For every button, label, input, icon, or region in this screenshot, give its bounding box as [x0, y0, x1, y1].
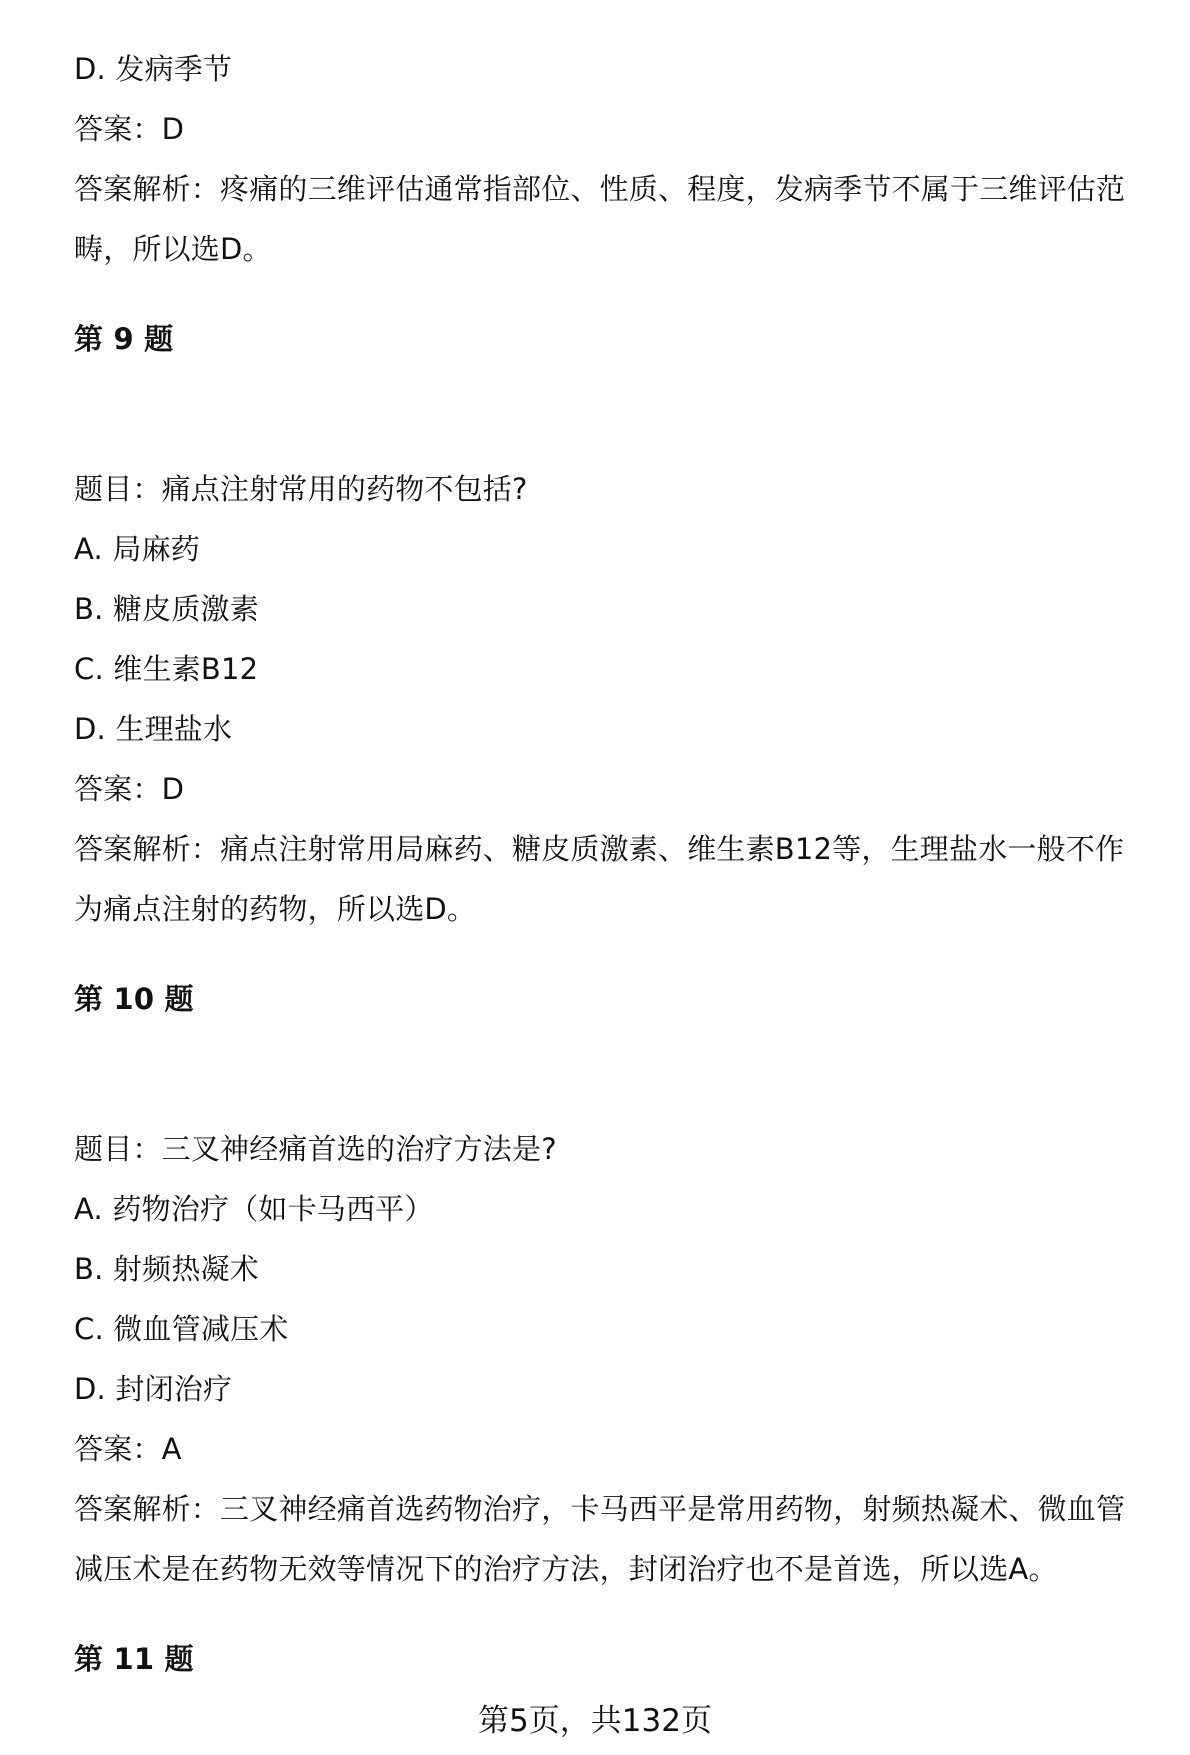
q10-heading: 第 10 题: [74, 982, 194, 1016]
q9-option-d: D. 生理盐水: [74, 712, 233, 746]
q8-answer: 答案：D: [74, 112, 185, 146]
q10-option-a: A. 药物治疗（如卡马西平）: [74, 1192, 434, 1226]
q9-analysis-line-2: 为痛点注射的药物，所以选D。: [74, 892, 477, 926]
q11-heading: 第 11 题: [74, 1642, 194, 1676]
q10-option-b: B. 射频热凝术: [74, 1252, 259, 1286]
q8-analysis-line-2: 畴，所以选D。: [74, 232, 272, 266]
page-number: 第5页，共132页: [478, 1703, 712, 1739]
q8-analysis-line-1: 答案解析：疼痛的三维评估通常指部位、性质、程度，发病季节不属于三维评估范: [74, 172, 1126, 206]
q10-option-d: D. 封闭治疗: [74, 1372, 233, 1406]
q9-option-b: B. 糖皮质激素: [74, 592, 259, 626]
q10-analysis-line-1: 答案解析：三叉神经痛首选药物治疗，卡马西平是常用药物，射频热凝术、微血管: [74, 1492, 1126, 1526]
q9-option-a: A. 局麻药: [74, 532, 200, 566]
q9-analysis-line-1: 答案解析：痛点注射常用局麻药、糖皮质激素、维生素B12等，生理盐水一般不作: [74, 832, 1125, 866]
q10-option-c: C. 微血管减压术: [74, 1312, 289, 1346]
q10-answer: 答案：A: [74, 1432, 182, 1466]
q9-question: 题目：痛点注射常用的药物不包括?: [74, 472, 528, 506]
q10-question: 题目：三叉神经痛首选的治疗方法是?: [74, 1132, 557, 1166]
q9-option-c: C. 维生素B12: [74, 652, 259, 686]
q8-option-d: D. 发病季节: [74, 52, 233, 86]
q10-analysis-line-2: 减压术是在药物无效等情况下的治疗方法，封闭治疗也不是首选，所以选A。: [74, 1552, 1058, 1586]
q9-answer: 答案：D: [74, 772, 185, 806]
q9-heading: 第 9 题: [74, 322, 174, 356]
